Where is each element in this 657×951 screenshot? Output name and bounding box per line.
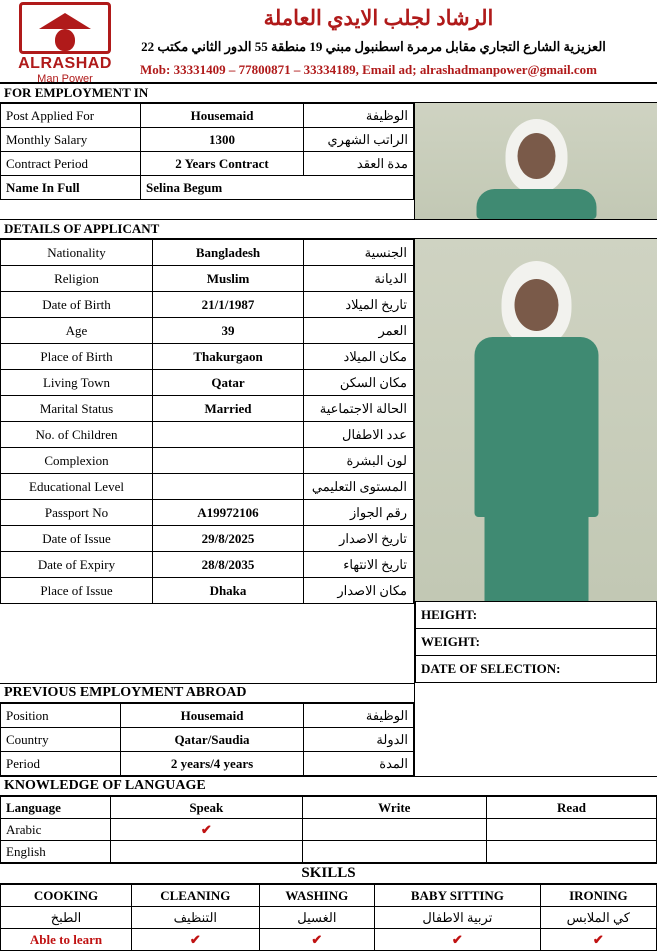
col-language: Language (1, 797, 111, 819)
table-row (1, 448, 414, 474)
row-value: A19972106 (153, 500, 304, 526)
table-row (1, 344, 414, 370)
row-label: Date of Birth (1, 292, 153, 318)
company-logo (6, 2, 124, 85)
skill-header-ironing: IRONING (540, 885, 656, 907)
table-row (1, 128, 414, 152)
language-speak: ✔ (111, 819, 303, 841)
row-label: Age (1, 318, 153, 344)
row-arabic: الوظيفة (304, 104, 414, 128)
row-value (153, 448, 304, 474)
row-label: Religion (1, 266, 153, 292)
row-arabic: تاريخ الميلاد (304, 292, 414, 318)
table-row (1, 370, 414, 396)
language-write (302, 819, 486, 841)
skill-header-washing: WASHING (259, 885, 375, 907)
row-arabic: الوظيفة (304, 704, 414, 728)
row-label: Contract Period (1, 152, 141, 176)
row-label: Place of Birth (1, 344, 153, 370)
table-row (1, 152, 414, 176)
row-value (153, 474, 304, 500)
table-row (1, 819, 657, 841)
photo-fulllength (415, 239, 657, 601)
col-read: Read (486, 797, 656, 819)
row-label: Complexion (1, 448, 153, 474)
row-arabic: الديانة (304, 266, 414, 292)
table-row (1, 396, 414, 422)
skill-header-cleaning: CLEANING (132, 885, 260, 907)
row-arabic: مكان السكن (304, 370, 414, 396)
employment-table (0, 103, 414, 200)
col-speak: Speak (111, 797, 303, 819)
date-of-selection-label: DATE OF SELECTION: (416, 656, 657, 683)
row-value (153, 422, 304, 448)
skill-mark-babysitting: ✔ (375, 929, 541, 951)
row-value: Muslim (153, 266, 304, 292)
company-contact: Mob: 33331409 – 77800871 – 33334189, Email ad; alrashadmanpower@gmail.com (6, 62, 651, 78)
weight-label: WEIGHT: (416, 629, 657, 656)
row-label: Date of Expiry (1, 552, 153, 578)
previous-employment-table (0, 703, 414, 776)
language-write (302, 841, 486, 863)
name-label: Name In Full (1, 176, 141, 200)
row-value: 29/8/2025 (153, 526, 304, 552)
company-title-arabic: الرشاد لجلب الايدي العاملة (6, 6, 651, 31)
skill-header-cooking: COOKING (1, 885, 132, 907)
person-silhouette (415, 103, 657, 219)
row-value: Married (153, 396, 304, 422)
row-label: Place of Issue (1, 578, 153, 604)
row-arabic: الجنسية (304, 240, 414, 266)
language-name: Arabic (1, 819, 111, 841)
row-label: Period (1, 752, 121, 776)
row-label: Position (1, 704, 121, 728)
table-row (1, 552, 414, 578)
row-arabic: العمر (304, 318, 414, 344)
skill-arabic-babysitting: تربية الاطفال (375, 907, 541, 929)
table-row (1, 907, 657, 929)
row-value: 28/8/2035 (153, 552, 304, 578)
row-label: Country (1, 728, 121, 752)
row-arabic: الدولة (304, 728, 414, 752)
table-header-row (1, 885, 657, 907)
row-label: Living Town (1, 370, 153, 396)
col-write: Write (302, 797, 486, 819)
section-language-title: KNOWLEDGE OF LANGUAGE (0, 776, 657, 796)
logo-subtitle: Man Power (6, 73, 124, 85)
row-arabic: الراتب الشهري (304, 128, 414, 152)
table-row (416, 602, 657, 629)
row-value: 2 years/4 years (121, 752, 304, 776)
language-table (0, 796, 657, 863)
name-value: Selina Begum (141, 176, 414, 200)
details-table (0, 239, 414, 604)
table-row (1, 422, 414, 448)
applicant-photo-full (414, 239, 657, 683)
row-arabic: مدة العقد (304, 152, 414, 176)
table-row (1, 929, 657, 951)
table-row (1, 578, 414, 604)
row-arabic: تاريخ الاصدار (304, 526, 414, 552)
row-arabic: عدد الاطفال (304, 422, 414, 448)
details-block (0, 239, 657, 683)
table-row (1, 266, 414, 292)
company-address-arabic: العزيزية الشارع التجاري مقابل مرمرة اسطنبول مبني 19 منطقة 55 الدور الثاني مكتب 22 (6, 39, 651, 55)
row-value: Thakurgaon (153, 344, 304, 370)
skill-mark-washing: ✔ (259, 929, 375, 951)
section-details-title: DETAILS OF APPLICANT (0, 220, 657, 239)
row-label: Marital Status (1, 396, 153, 422)
table-row (1, 292, 414, 318)
document-header (0, 0, 657, 84)
skill-mark-cooking: Able to learn (1, 929, 132, 951)
row-label: Passport No (1, 500, 153, 526)
table-row-name (1, 176, 414, 200)
skill-arabic-ironing: كي الملابس (540, 907, 656, 929)
row-value: Housemaid (141, 104, 304, 128)
row-value: Bangladesh (153, 240, 304, 266)
photo-face (415, 103, 657, 219)
height-label: HEIGHT: (416, 602, 657, 629)
row-value: Housemaid (121, 704, 304, 728)
table-row (1, 240, 414, 266)
row-arabic: تاريخ الانتهاء (304, 552, 414, 578)
table-row (1, 500, 414, 526)
language-read (486, 819, 656, 841)
table-row (1, 728, 414, 752)
skill-mark-cleaning: ✔ (132, 929, 260, 951)
skills-table (0, 884, 657, 951)
table-header-row (1, 797, 657, 819)
row-arabic: لون البشرة (304, 448, 414, 474)
row-arabic: المدة (304, 752, 414, 776)
table-row (1, 526, 414, 552)
row-arabic: مكان الاصدار (304, 578, 414, 604)
row-value: 21/1/1987 (153, 292, 304, 318)
logo-name: ALRASHAD (6, 55, 124, 73)
table-row (1, 841, 657, 863)
row-value: Qatar (153, 370, 304, 396)
table-row (1, 704, 414, 728)
language-speak (111, 841, 303, 863)
row-label: Date of Issue (1, 526, 153, 552)
table-row (416, 656, 657, 683)
row-arabic: رقم الجواز (304, 500, 414, 526)
person-silhouette (415, 239, 657, 601)
language-name: English (1, 841, 111, 863)
table-row (1, 104, 414, 128)
language-read (486, 841, 656, 863)
table-row (416, 629, 657, 656)
row-value: 2 Years Contract (141, 152, 304, 176)
row-label: Educational Level (1, 474, 153, 500)
applicant-photo-small (414, 103, 657, 219)
skill-mark-ironing: ✔ (540, 929, 656, 951)
skill-arabic-cooking: الطبخ (1, 907, 132, 929)
section-employment-title: FOR EMPLOYMENT IN (0, 84, 657, 103)
row-value: Dhaka (153, 578, 304, 604)
row-label: Nationality (1, 240, 153, 266)
row-label: Post Applied For (1, 104, 141, 128)
skill-arabic-washing: الغسيل (259, 907, 375, 929)
row-value: Qatar/Saudia (121, 728, 304, 752)
employment-block (0, 103, 657, 220)
section-skills-title: SKILLS (0, 863, 657, 884)
table-row (1, 752, 414, 776)
table-row (1, 474, 414, 500)
house-icon (19, 2, 111, 54)
row-value: 39 (153, 318, 304, 344)
row-value: 1300 (141, 128, 304, 152)
table-row (1, 318, 414, 344)
measurements-table (415, 601, 657, 683)
row-arabic: الحالة الاجتماعية (304, 396, 414, 422)
row-label: No. of Children (1, 422, 153, 448)
row-label: Monthly Salary (1, 128, 141, 152)
section-previous-title: PREVIOUS EMPLOYMENT ABROAD (0, 683, 414, 703)
skill-arabic-cleaning: التنظيف (132, 907, 260, 929)
row-arabic: مكان الميلاد (304, 344, 414, 370)
row-arabic: المستوى التعليمي (304, 474, 414, 500)
skill-header-babysitting: BABY SITTING (375, 885, 541, 907)
